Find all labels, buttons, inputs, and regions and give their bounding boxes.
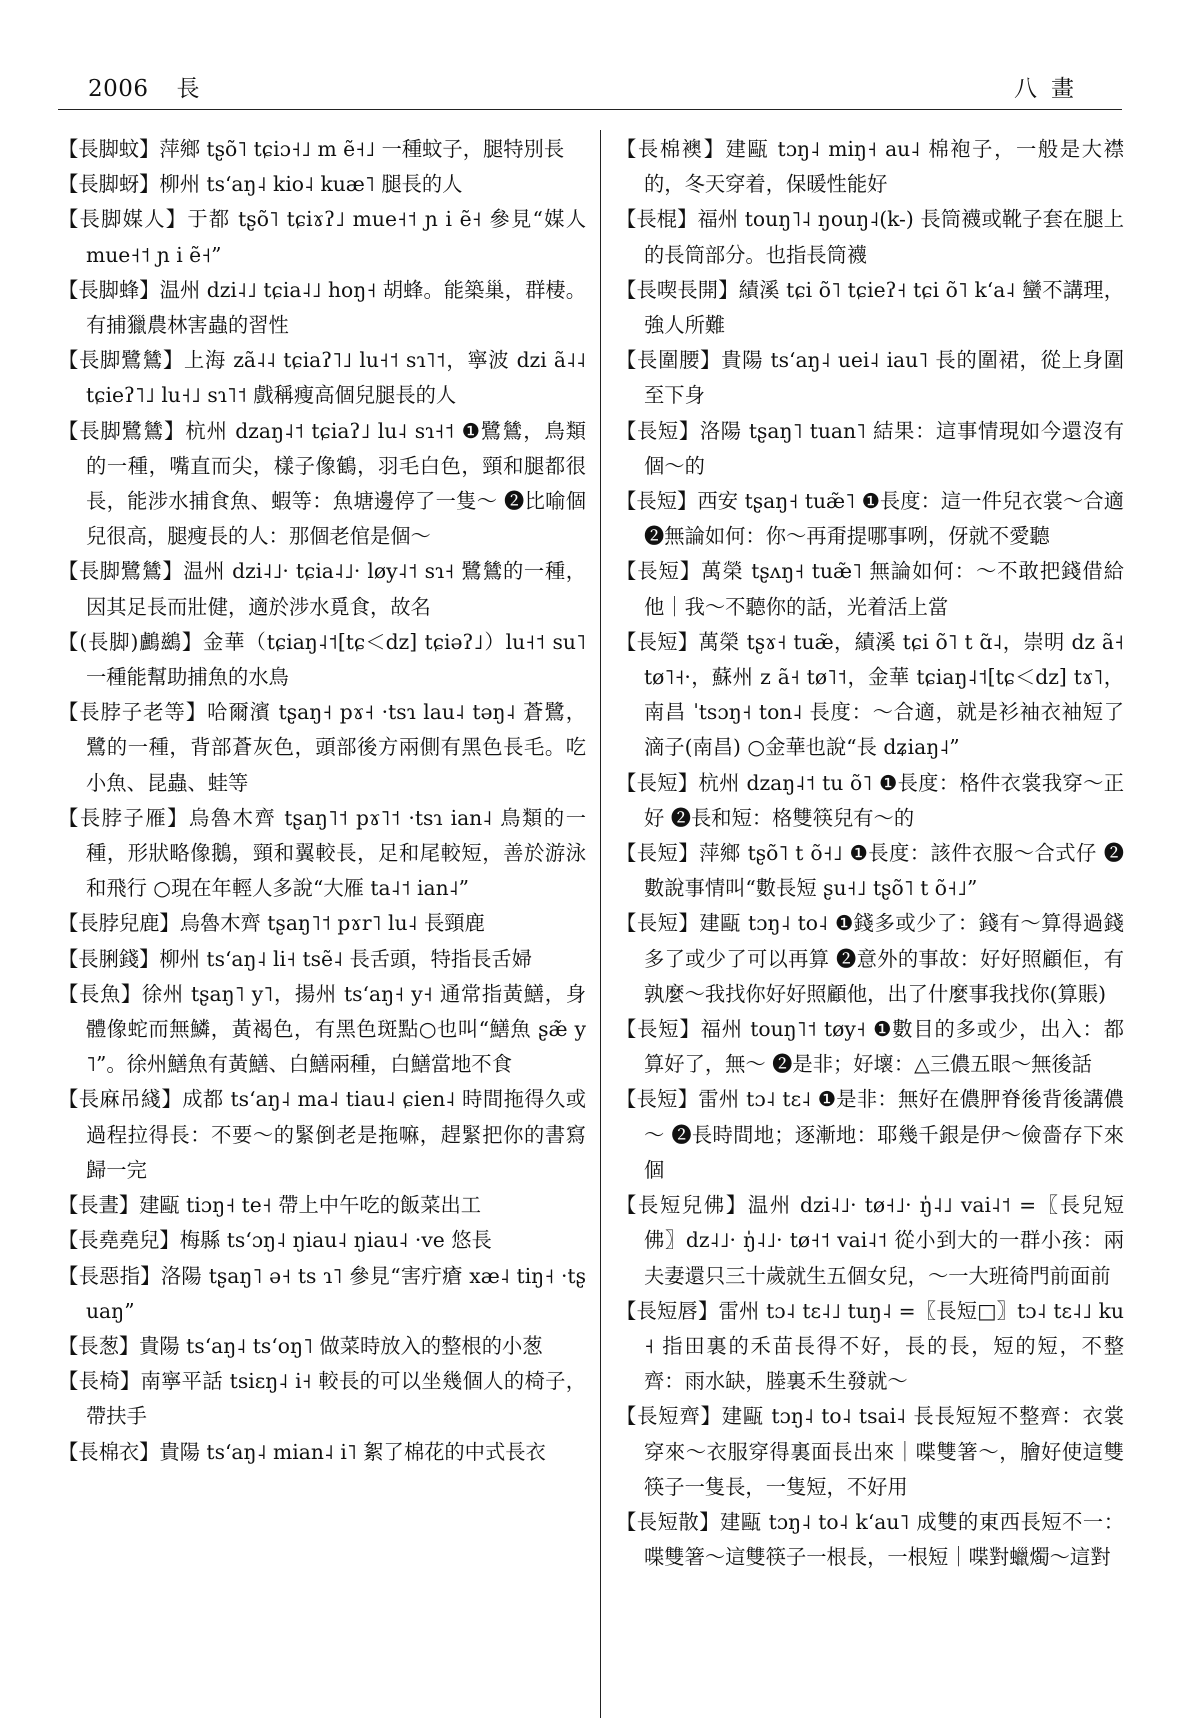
dictionary-entry: 【長脚蚊】萍鄉 tʂõ˥ tɕiɔ˧˩ m ẽ˧˩ 一種蚊子，腿特別長: [58, 137, 565, 161]
dictionary-entry: 【長椅】南寧平話 tsiɛŋ˨ i˧ 較長的可以坐幾個人的椅子，帶扶手: [58, 1369, 586, 1429]
dictionary-entry: 【長棍】福州 touŋ˥˨ ŋouŋ˨(k-) 長筒襪或靴子套在腿上的長筒部分。也指長筒襪: [616, 207, 1124, 267]
dictionary-entry: 【長葱】貴陽 tsʻaŋ˨ tsʻoŋ˥ 做菜時放入的整根的小葱: [58, 1333, 543, 1358]
page-header: [58, 70, 1122, 108]
dictionary-entry: 【長短】萍鄉 tʂõ˥ t õ˧˩ ❶長度：該件衣服～合式仔 ❷數說事情叫“數長短 ʂu˧˩ tʂõ˥ t õ˧˩”: [616, 841, 1124, 901]
dictionary-entry: 【長喫長開】績溪 tɕi õ˥ tɕieʔ˧ tɕi õ˥ kʻa˨ 蠻不講理，強人所難: [616, 277, 1124, 338]
header-left: [88, 70, 200, 103]
dictionary-entry: 【長短】西安 tʂaŋ˧ tuæ̃˥ ❶長度：這一件兒衣裳～合適 ❷無論如何：你～再甭提哪事咧，伢就不愛聽: [616, 489, 1124, 549]
right-column: [616, 132, 1124, 1575]
dictionary-entry: 【長脚蚜】柳州 tsʻaŋ˨ kio˨ kuæ˥ 腿長的人: [58, 172, 463, 197]
dictionary-entry: 【長短】洛陽 tʂaŋ˥ tuan˥ 結果：這事情現如今還沒有個～的: [616, 418, 1124, 478]
dictionary-entry: 【長脚媒人】于都 tʂõ˥ tɕiɤʔ˩ mue˧˦ ɲ i ẽ˧ 參見“媒人 mue˧˦ ɲ i ẽ˧”: [58, 207, 586, 267]
dictionary-entry: 【長短唇】雷州 tɔ˨ tɛ˨˩ tuŋ˨ =〖長短□〗tɔ˨ tɛ˨˩ ku˧ 指田裏的禾苗長得不好，長的長，短的短，不整齊：雨水缺，塍裏禾生發就～: [616, 1298, 1124, 1394]
dictionary-entry: 【長短】杭州 dzaŋ˨˦ tu õ˥ ❶長度：格件衣裳我穿～正好 ❷長和短：格雙筷兒有～的: [616, 770, 1124, 830]
column-divider: [600, 130, 601, 1718]
dictionary-entry: 【長麻吊綫】成都 tsʻaŋ˨ ma˨ tiau˨ ɕien˨ 時間拖得久或過程拉得長：不要～的緊倒老是拖嘛，趕緊把你的書寫歸一完: [58, 1087, 586, 1182]
header-rule: [58, 109, 1122, 110]
dictionary-entry: 【長脚鷺鷥】杭州 dzaŋ˨˦ tɕiaʔ˩ lu˨ sɿ˧˦ ❶鷺鷥，鳥類的一種，嘴直而尖，樣子像鶴，羽毛白色，頸和腿都很長，能涉水捕食魚、蝦等：魚塘邊停了一隻～ ❷比喻個兒很高，腿瘦長的人：那個老倌是個～: [58, 418, 586, 549]
dictionary-entry: 【長脖子老等】哈爾濱 tʂaŋ˧ pɤ˧ ·tsɿ lau˨ təŋ˨ 蒼鷺，鷺的一種，背部蒼灰色，頭部後方兩側有黑色長毛。吃小魚、昆蟲、蛙等: [58, 700, 586, 795]
dictionary-entry: 【長短】建甌 tɔŋ˨ to˨ ❶錢多或少了：錢有～算得過錢多了或少了可以再算 ❷意外的事故：好好照顧佢，有孰麼～我找你好好照顧他，出了什麼事我找你(算賬): [616, 911, 1124, 1006]
dictionary-entry: 【長脚蜂】温州 dzi˨˩ tɕia˨˩ hoŋ˧ 胡蜂。能築巢，群棲。有捕獵農林害蟲的習性: [58, 277, 586, 338]
dictionary-entry: 【長堯堯兒】梅縣 tsʻɔŋ˨ ŋiau˨ ŋiau˨ ·ve 悠長: [58, 1228, 492, 1253]
dictionary-entry: 【長棉襖】建甌 tɔŋ˨ miŋ˧ au˨ 棉袍子，一般是大襟的，冬天穿着，保暖性能好: [616, 137, 1124, 197]
dictionary-entry: 【長脖兒鹿】烏魯木齊 tʂaŋ˥˦ pɤr˥ lu˨ 長頸鹿: [58, 911, 485, 936]
dictionary-entry: 【長圍腰】貴陽 tsʻaŋ˨ uei˨ iau˥ 長的圍裙，從上身圍至下身: [616, 348, 1124, 408]
dictionary-entry: 【長棉衣】貴陽 tsʻaŋ˨ mian˨ i˥ 絮了棉花的中式長衣: [58, 1439, 546, 1464]
page-number: 2006: [88, 76, 149, 102]
dictionary-entry: 【長短兒佛】温州 dzi˨˩· tø˧˩· ŋ̍˨˩ vai˨˦ =〖長兒短佛〗dz˨˩· ŋ̍˨˩· tø˧˦ vai˨˦ 從小到大的一群小孩：兩夫妻還只三十歲就生五個女兒，～一大班徛門前面前: [616, 1193, 1124, 1288]
dictionary-entry: 【長短齊】建甌 tɔŋ˨ to˨ tsai˨ 長長短短不整齊：衣裳穿來～衣服穿得裏面長出來｜喋雙箸～，膾好使這雙筷子一隻長，一隻短，不好用: [616, 1404, 1124, 1499]
dictionary-entry: 【長短】福州 touŋ˥˦ tøy˧ ❶數目的多或少，出入：都算好了，無～ ❷是非；好壞：△三儂五眼～無後話: [616, 1017, 1124, 1077]
left-column: [58, 132, 586, 1470]
running-head-character: 長: [176, 76, 200, 102]
dictionary-entry: 【長晝】建甌 tiɔŋ˧ te˧ 帶上中午吃的飯菜出工: [58, 1193, 482, 1218]
dictionary-entry: 【長脷錢】柳州 tsʻaŋ˨ li˧ tsẽ˨ 長舌頭，特指長舌婦: [58, 946, 532, 971]
dictionary-entry: 【長短散】建甌 tɔŋ˨ to˨ kʻau˥ 成雙的東西長短不一：喋雙箸～這雙筷子一根長，一根短｜喋對蠟燭～這對: [616, 1509, 1124, 1570]
dictionary-entry: 【長脖子雁】烏魯木齊 tʂaŋ˥˦ pɤ˥˦ ·tsɿ ian˨ 鳥類的一種，形狀略像鵝，頸和翼較長，足和尾較短，善於游泳和飛行 ○現在年輕人多說“大雁 ta˨˦ ian˨”: [58, 805, 586, 901]
dictionary-entry: 【長魚】徐州 tʂaŋ˥ y˥，揚州 tsʻaŋ˧ y˧ 通常指黃鱔，身體像蛇而無鱗，黃褐色，有黑色斑點○也叫“鱔魚 ʂæ̃ y˥”。徐州鱔魚有黃鱔、白鱔兩種，白鱔當地不食: [58, 981, 586, 1077]
dictionary-entry: 【長短】萬榮 tʂɤ˧ tuæ̃，績溪 tɕi õ˥ t ɑ̃˨，崇明 dz ã˧ tø˥˧·，蘇州 z ã˧ tø˥˦，金華 tɕiaŋ˨˦[tɕ＜dz] tɤ˥，南昌 ˈtsɔŋ˧ ton˨ 長度：～合適，就是衫袖衣袖短了滴子(南昌) ○金華也說“長 dʑiaŋ˨”: [616, 629, 1124, 760]
dictionary-entry: 【長脚鷺鷥】温州 dzi˨˩· tɕia˨˩· løy˨˦ sɿ˧ 鷺鷥的一種，因其足長而壯健，適於涉水覓食，故名: [58, 559, 586, 619]
dictionary-entry: 【長短】雷州 tɔ˨ tɛ˨ ❶是非：無好在儂胛脊後背後講儂～ ❷長時間地；逐漸地：耶幾千銀是伊～儉嗇存下來個: [616, 1087, 1124, 1182]
dictionary-entry: 【長脚鷺鷥】上海 zã˨˨ tɕiaʔ˥˩ lu˧˦ sɿ˥˦，寧波 dzi ã˨˨ tɕieʔ˥˩ lu˧˩ sɿ˥˦ 戲稱瘦高個兒腿長的人: [58, 348, 586, 408]
dictionary-entry: 【長惡指】洛陽 tʂaŋ˥ ə˧ ts ɿ˥ 參見“害疔瘡 xæ˨ tiŋ˧ ·tʂuaŋ”: [58, 1263, 586, 1323]
dictionary-entry: 【長短】萬榮 tʂʌŋ˧ tuæ̃˥ 無論如何：～不敢把錢借給他｜我～不聽你的話，光着活上當: [616, 559, 1124, 619]
section-title: 八畫: [1014, 76, 1088, 102]
dictionary-entry: 【(長脚)鸕鷀】金華（tɕiaŋ˨˦[tɕ＜dz] tɕiəʔ˩）lu˧˦ su˥ 一種能幫助捕魚的水鳥: [58, 629, 586, 690]
